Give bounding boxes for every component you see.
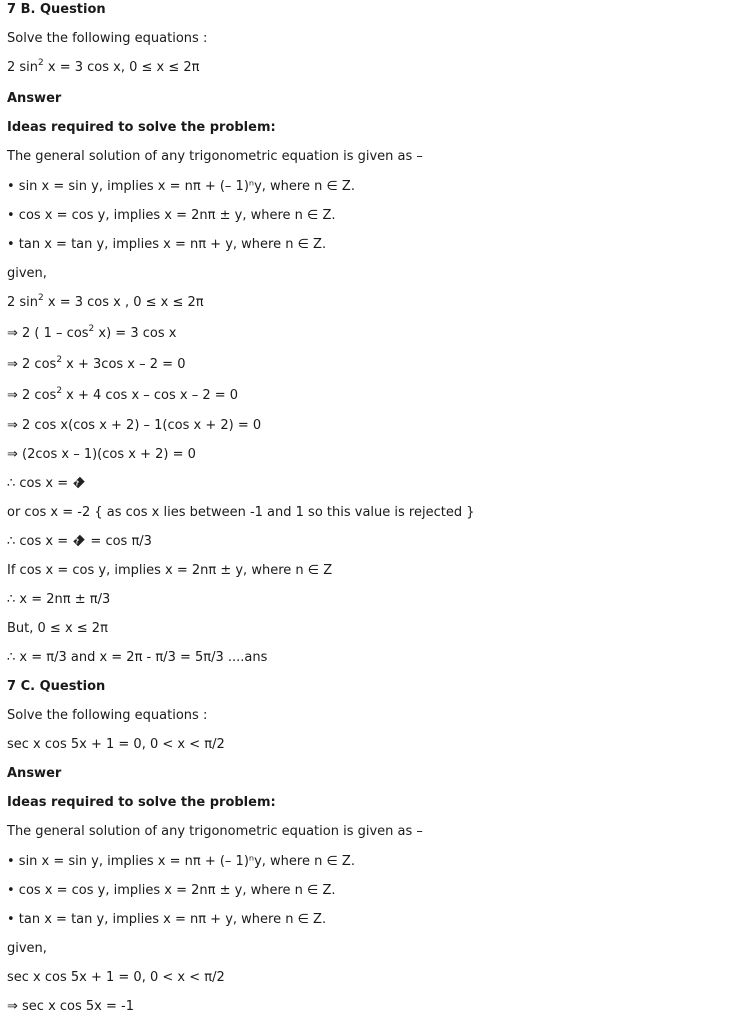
general-solution-7c-text: The general solution of any trigonometric equation is given as – bbox=[7, 824, 423, 839]
answer-7c-label: Answer bbox=[7, 766, 62, 781]
step-7c-2: ⇒ sec x cos 5x = -1 bbox=[7, 999, 134, 1014]
answer-7b-label: Answer bbox=[7, 91, 62, 106]
missing-glyph-icon bbox=[74, 535, 85, 546]
question-7c-equation: sec x cos 5x + 1 = 0, 0 < x < π/2 bbox=[7, 737, 225, 752]
step-7b-6: ⇒ (2cos x – 1)(cos x + 2) = 0 bbox=[7, 447, 196, 462]
bullet-sin-7b: • sin x = sin y, implies x = nπ + (– 1)ⁿy, where n ∈ Z. bbox=[7, 179, 355, 194]
bullet-tan-7c: • tan x = tan y, implies x = nπ + y, where n ∈ Z. bbox=[7, 912, 327, 927]
step-7b-13: ∴ x = π/3 and x = 2π - π/3 = 5π/3 ....ans bbox=[7, 650, 268, 665]
general-solution-7b-text: The general solution of any trigonometric equation is given as – bbox=[7, 149, 423, 164]
given-7c: given, bbox=[7, 941, 47, 956]
step-7c-1: sec x cos 5x + 1 = 0, 0 < x < π/2 bbox=[7, 970, 225, 985]
step-7b-1: 2 $\sin^2 x = 3$ cos x , 0 ≤ x ≤ 2π bbox=[7, 292, 204, 310]
bullet-sin-7c: • sin x = sin y, implies x = nπ + (– 1)ⁿy, where n ∈ Z. bbox=[7, 854, 355, 869]
question-7c-prompt: Solve the following equations : bbox=[7, 708, 208, 723]
step-7b-12: But, 0 ≤ x ≤ 2π bbox=[7, 621, 108, 636]
question-7b-prompt: Solve the following equations : bbox=[7, 31, 208, 46]
step-7b-9: ∴ cos x = ? = cos π/3 bbox=[7, 532, 733, 561]
step-7b-5: ⇒ 2 cos x(cos x + 2) – 1(cos x + 2) = 0 bbox=[7, 418, 262, 433]
step-7b-4: ⇒ 2 $\cos^2 x + 4$ cos x – cos x – 2 = 0 bbox=[7, 385, 239, 403]
ideas-7c-label: Ideas required to solve the problem: bbox=[7, 795, 276, 810]
question-7b-equation: 2 $\sin^2 x = 3$ cos x, 0 ≤ x ≤ 2π bbox=[7, 57, 200, 75]
step-7b-3: ⇒ 2 $\cos^2 x + 3\cos$ x – 2 = 0 bbox=[7, 354, 186, 372]
bullet-cos-7b: • cos x = cos y, implies x = 2nπ ± y, where n ∈ Z. bbox=[7, 208, 336, 223]
step-7b-2: ⇒ 2 ( $1 - \cos^2 x) = 3$ cos x bbox=[7, 323, 177, 341]
question-7c-heading: 7 C. Question bbox=[7, 679, 106, 694]
step-7b-7: ∴ cos x = ? bbox=[7, 474, 733, 503]
ideas-7b-label: Ideas required to solve the problem: bbox=[7, 120, 276, 135]
given-7b: given, bbox=[7, 266, 47, 281]
step-7b-10: If cos x = cos y, implies x = 2nπ ± y, where n ∈ Z bbox=[7, 563, 333, 578]
missing-glyph-icon bbox=[74, 477, 85, 488]
question-7b-heading: 7 B. Question bbox=[7, 2, 106, 17]
solution-document bbox=[7, 0, 733, 1026]
step-7b-11: ∴ x = 2nπ ± π/3 bbox=[7, 592, 111, 607]
bullet-cos-7c: • cos x = cos y, implies x = 2nπ ± y, where n ∈ Z. bbox=[7, 883, 336, 898]
bullet-tan-7b: • tan x = tan y, implies x = nπ + y, where n ∈ Z. bbox=[7, 237, 327, 252]
step-7b-8: or cos x = -2 { as cos x lies between -1 and 1 so this value is rejected } bbox=[7, 505, 475, 520]
